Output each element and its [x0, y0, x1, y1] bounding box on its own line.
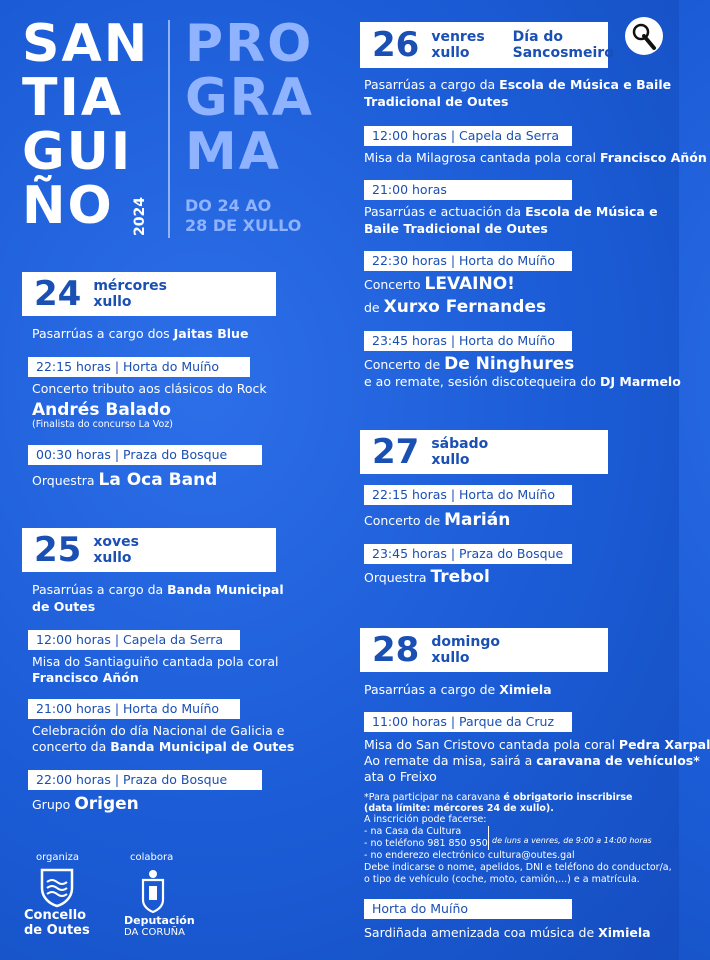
day26-extra-2: Sancosmeiro — [512, 45, 614, 61]
day24-number: 24 — [34, 274, 82, 314]
day28-event-1-line2: Ao remate da misa, sairá a caravana de vehículos* — [364, 753, 700, 768]
day25-label — [93, 534, 139, 566]
day28-event-2: Sardiñada amenizada coa música de Ximiela — [364, 925, 651, 940]
title-word-1: SAN — [22, 14, 150, 74]
day25-event-2-line: Celebración do día Nacional de Galicia e — [32, 723, 285, 738]
day26-event-4-line2: e ao remate, sesión discotequeira do DJ Marmelo — [364, 374, 681, 389]
deputacion-crest-icon — [138, 868, 168, 914]
day27-event-2: Orquestra Trebol — [364, 567, 490, 587]
day25-weekday: xoves — [93, 534, 139, 550]
day25-time-3: 22:00 horas | Praza do Bosque — [28, 770, 262, 790]
programa-word-1: PRO — [185, 14, 314, 74]
day26-event-2-line: Pasarrúas e actuación da Escola de Música e — [364, 204, 658, 219]
programa-word-2: GRA — [185, 68, 314, 128]
day27-weekday: sábado — [431, 436, 489, 452]
day27-time-2: 23:45 horas | Praza do Bosque — [364, 544, 572, 564]
day26-header — [360, 22, 614, 68]
day28-month: xullo — [431, 650, 470, 666]
title-word-2: TIA — [22, 68, 124, 128]
day26-weekday: venres — [431, 29, 485, 45]
day25-event-1-name: Francisco Añón — [32, 670, 139, 685]
organiza-label: organiza — [36, 852, 80, 863]
programa-word-3: MA — [185, 122, 281, 182]
day26-time-3: 22:30 horas | Horta do Muíño — [364, 251, 572, 271]
day25-header — [22, 528, 276, 572]
day26-event-3-line2: de Xurxo Fernandes — [364, 297, 547, 317]
day28-note-2: (data límite: mércores 24 de xullo). — [364, 803, 554, 814]
day28-pasarruas: Pasarrúas a cargo de Ximiela — [364, 682, 552, 697]
day26-time-2: 21:00 horas — [364, 180, 572, 200]
day28-weekday: domingo — [431, 634, 500, 650]
day25-pasarruas: Pasarrúas a cargo da Banda Municipal — [32, 582, 284, 597]
day24-weekday: mércores — [93, 278, 167, 294]
day28-note-1: *Para participar na caravana é obrigatorio inscribirse — [364, 792, 633, 803]
concello-name-1: Concello — [24, 908, 87, 923]
day25-number: 25 — [34, 530, 82, 570]
day26-pasarruas: Pasarrúas a cargo da Escola de Música e Baile — [364, 77, 672, 92]
day28-label — [431, 634, 500, 666]
title-year: 2024 — [132, 197, 148, 236]
day24-event-1-note: (Finalista do concurso La Voz) — [32, 419, 174, 430]
day28-note-4: - na Casa da Cultura — [364, 826, 462, 837]
day25-time-2: 21:00 horas | Horta do Muíño — [28, 699, 240, 719]
day24-label — [93, 278, 167, 310]
day25-month: xullo — [93, 550, 132, 566]
day24-month: xullo — [93, 294, 132, 310]
day26-pasarruas-2: Tradicional de Outes — [364, 94, 509, 109]
concello-name-2: de Outes — [24, 923, 90, 938]
day28-note-5: - no teléfono 981 850 950 — [364, 838, 488, 849]
title-divider — [168, 20, 170, 238]
day25-pasarruas-2: de Outes — [32, 599, 96, 614]
day28-header — [360, 628, 608, 672]
day24-event-1-line: Concerto tributo aos clásicos do Rock — [32, 381, 267, 396]
dates-line-1: DO 24 AO — [185, 196, 272, 215]
day26-extra — [513, 29, 614, 61]
day27-header — [360, 430, 608, 474]
day26-event-3-line: Concerto LEVAINO! — [364, 274, 515, 294]
day28-note-8: o tipo de vehículo (coche, moto, camión,...) e a matrícula. — [364, 874, 640, 885]
day25-event-1-line: Misa do Santiaguiño cantada pola coral — [32, 654, 279, 669]
day24-header — [22, 272, 276, 316]
title-word-3: GUI — [22, 122, 133, 182]
day27-number: 27 — [372, 432, 420, 472]
day26-event-2-line2: Baile Tradicional de Outes — [364, 221, 548, 236]
day27-time-1: 22:15 horas | Horta do Muíño — [364, 485, 572, 505]
day28-note-7: Debe indicarse o nome, apelidos, DNI e teléfono do conductor/a, — [364, 862, 672, 873]
day27-label — [431, 436, 488, 468]
day26-event-1: Misa da Milagrosa cantada pola coral Francisco Añón — [364, 150, 707, 165]
day27-event-1: Concerto de Marián — [364, 510, 511, 530]
title-word-4: ÑO — [22, 176, 114, 236]
day28-time-2: Horta do Muíño — [364, 899, 572, 919]
day26-time-4: 23:45 horas | Horta do Muíño — [364, 331, 572, 351]
day26-label — [431, 29, 484, 61]
day28-event-1-line1: Misa do San Cristovo cantada pola coral Pedra Xarpal — [364, 737, 710, 752]
flashlight-icon — [624, 16, 664, 56]
dates-line-2: 28 DE XULLO — [185, 216, 302, 235]
day25-event-3: Grupo Origen — [32, 794, 139, 814]
day24-event-1-name: Andrés Balado — [32, 400, 171, 420]
colabora-label: colabora — [130, 852, 174, 863]
concello-shield-icon — [40, 868, 74, 908]
deputacion-name-1: Deputación — [124, 914, 195, 927]
day24-event-2: Orquestra La Oca Band — [32, 470, 218, 490]
day28-event-1-line3: ata o Freixo — [364, 769, 437, 784]
day26-event-4-line: Concerto de De Ninghures — [364, 354, 575, 374]
day26-month: xullo — [431, 45, 470, 61]
day28-note-6: - no enderezo electrónico cultura@outes.gal — [364, 850, 575, 861]
day28-note-bracket — [488, 826, 489, 850]
day24-time-2: 00:30 horas | Praza do Bosque — [28, 445, 262, 465]
day28-number: 28 — [372, 630, 420, 670]
deputacion-name-2: DA CORUÑA — [124, 927, 185, 938]
day28-note-side: de luns a venres, de 9:00 a 14:00 horas — [492, 836, 652, 845]
day24-pasarruas: Pasarrúas a cargo dos Jaitas Blue — [32, 326, 249, 341]
day28-note-3: A inscrición pode facerse: — [364, 814, 487, 825]
day26-extra-1: Día do — [512, 29, 564, 45]
day25-time-1: 12:00 horas | Capela da Serra — [28, 630, 240, 650]
day26-number: 26 — [372, 25, 420, 65]
day26-time-1: 12:00 horas | Capela da Serra — [364, 126, 572, 146]
day24-time-1: 22:15 horas | Horta do Muíño — [28, 357, 250, 377]
day28-time-1: 11:00 horas | Parque da Cruz — [364, 712, 572, 732]
day27-month: xullo — [431, 452, 470, 468]
day25-event-2-line2: concerto da Banda Municipal de Outes — [32, 739, 295, 754]
